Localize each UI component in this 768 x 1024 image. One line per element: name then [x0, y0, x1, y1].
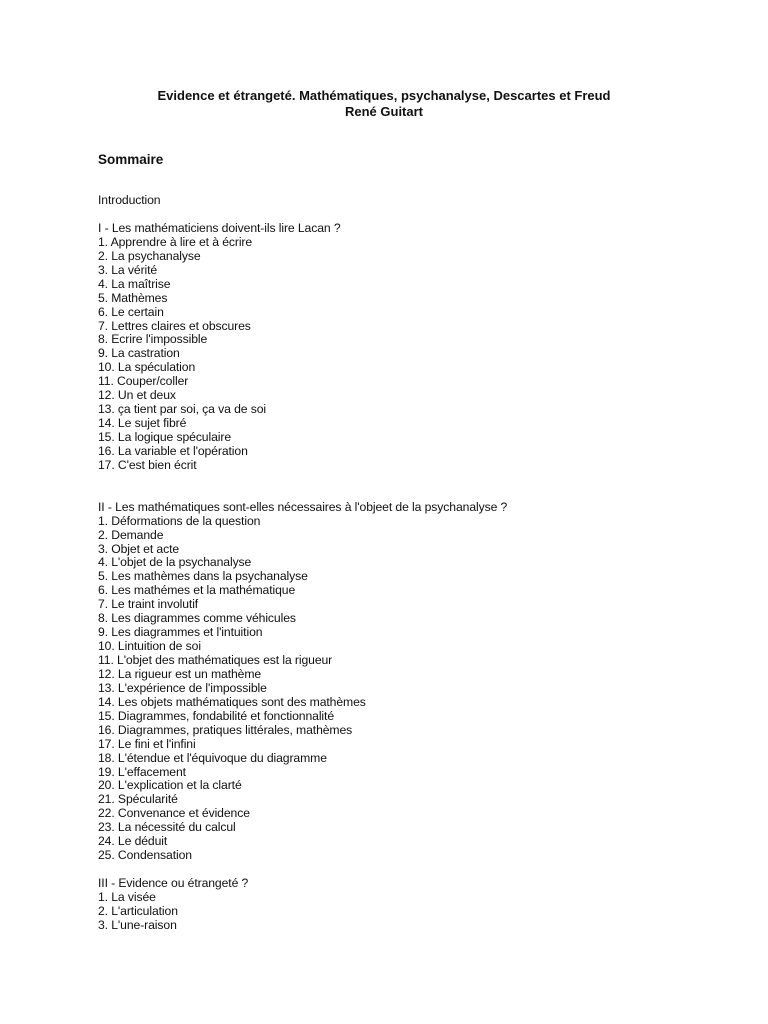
- section-heading-1: I - Les mathématiciens doivent-ils lire Lacan ?: [98, 220, 341, 235]
- toc-item: 19. L'effacement: [98, 764, 186, 779]
- toc-item: 3. La vérité: [98, 262, 158, 277]
- toc-item: 3. L'une-raison: [98, 917, 177, 932]
- toc-item: 15. Diagrammes, fondabilité et fonctionnalité: [98, 708, 335, 723]
- toc-item: 5. Les mathèmes dans la psychanalyse: [98, 569, 308, 584]
- toc-item: 8. Ecrire l'impossible: [98, 332, 208, 347]
- toc-item: 22. Convenance et évidence: [98, 806, 250, 821]
- toc-item: 6. Les mathémes et la mathématique: [98, 583, 296, 598]
- toc-item: 9. Les diagrammes et l'intuition: [98, 625, 263, 640]
- toc-item: 9. La castration: [98, 346, 180, 361]
- toc-item: 1. Apprendre à lire et à écrire: [98, 234, 253, 249]
- toc-item: 2. L'articulation: [98, 903, 178, 918]
- table-of-contents: [98, 194, 718, 933]
- toc-item: 14. Le sujet fibré: [98, 416, 187, 431]
- toc-item: 25. Condensation: [98, 848, 192, 863]
- toc-item: 1. Déformations de la question: [98, 513, 261, 528]
- toc-item: 6. Le certain: [98, 304, 164, 319]
- toc-item: 10. La spéculation: [98, 360, 196, 375]
- toc-item: 3. Objet et acte: [98, 541, 180, 556]
- toc-item: 11. L'objet des mathématiques est la rigueur: [98, 653, 333, 668]
- toc-item: 17. C'est bien écrit: [98, 457, 197, 472]
- toc-item: 7. Lettres claires et obscures: [98, 318, 251, 333]
- section-heading-2: II - Les mathématiques sont-elles nécessaires à l'objeet de la psychanalyse ?: [98, 499, 508, 514]
- toc-item: 13. L'expérience de l'impossible: [98, 680, 267, 695]
- section-heading-3: III - Evidence ou étrangeté ?: [98, 876, 249, 891]
- toc-item: 2. Demande: [98, 527, 164, 542]
- toc-item: 17. Le fini et l'infini: [98, 736, 196, 751]
- toc-item: 23. La nécessité du calcul: [98, 820, 236, 835]
- toc-item: 7. Le traint involutif: [98, 597, 199, 612]
- toc-item: 16. La variable et l'opération: [98, 443, 248, 458]
- toc-item: 24. Le déduit: [98, 834, 168, 849]
- section-2-items: [98, 515, 718, 863]
- toc-item: 1. La visée: [98, 889, 156, 904]
- spacer: [98, 473, 718, 501]
- toc-item: 14. Les objets mathématiques sont des mathèmes: [98, 694, 366, 709]
- section-1-items: [98, 236, 718, 473]
- title-block: [0, 88, 768, 120]
- section-3-items: [98, 891, 718, 933]
- toc-item: 13. ça tient par soi, ça va de soi: [98, 402, 266, 417]
- toc-item: 21. Spécularité: [98, 792, 178, 807]
- document-title: Evidence et étrangeté. Mathématiques, psychanalyse, Descartes et Freud: [157, 88, 611, 103]
- toc-item: 16. Diagrammes, pratiques littérales, mathèmes: [98, 722, 353, 737]
- toc-item: 20. L'explication et la clarté: [98, 778, 242, 793]
- toc-item: 10. Lintuition de soi: [98, 639, 201, 654]
- spacer: [98, 208, 718, 222]
- toc-item: 8. Les diagrammes comme véhicules: [98, 611, 296, 626]
- toc-item: 12. La rigueur est un mathème: [98, 666, 262, 681]
- toc-introduction: Introduction: [98, 193, 161, 207]
- toc-item: 11. Couper/coller: [98, 374, 189, 389]
- toc-item: 12. Un et deux: [98, 388, 176, 403]
- toc-item: 2. La psychanalyse: [98, 248, 201, 263]
- toc-item: 5. Mathèmes: [98, 290, 168, 305]
- sommaire-heading: Sommaire: [98, 152, 164, 167]
- toc-item: 4. La maîtrise: [98, 276, 171, 291]
- document-author: René Guitart: [344, 104, 423, 119]
- toc-item: 4. L'objet de la psychanalyse: [98, 555, 252, 570]
- toc-item: 18. L'étendue et l'équivoque du diagramme: [98, 750, 327, 765]
- spacer: [98, 863, 718, 877]
- toc-item: 15. La logique spéculaire: [98, 430, 232, 444]
